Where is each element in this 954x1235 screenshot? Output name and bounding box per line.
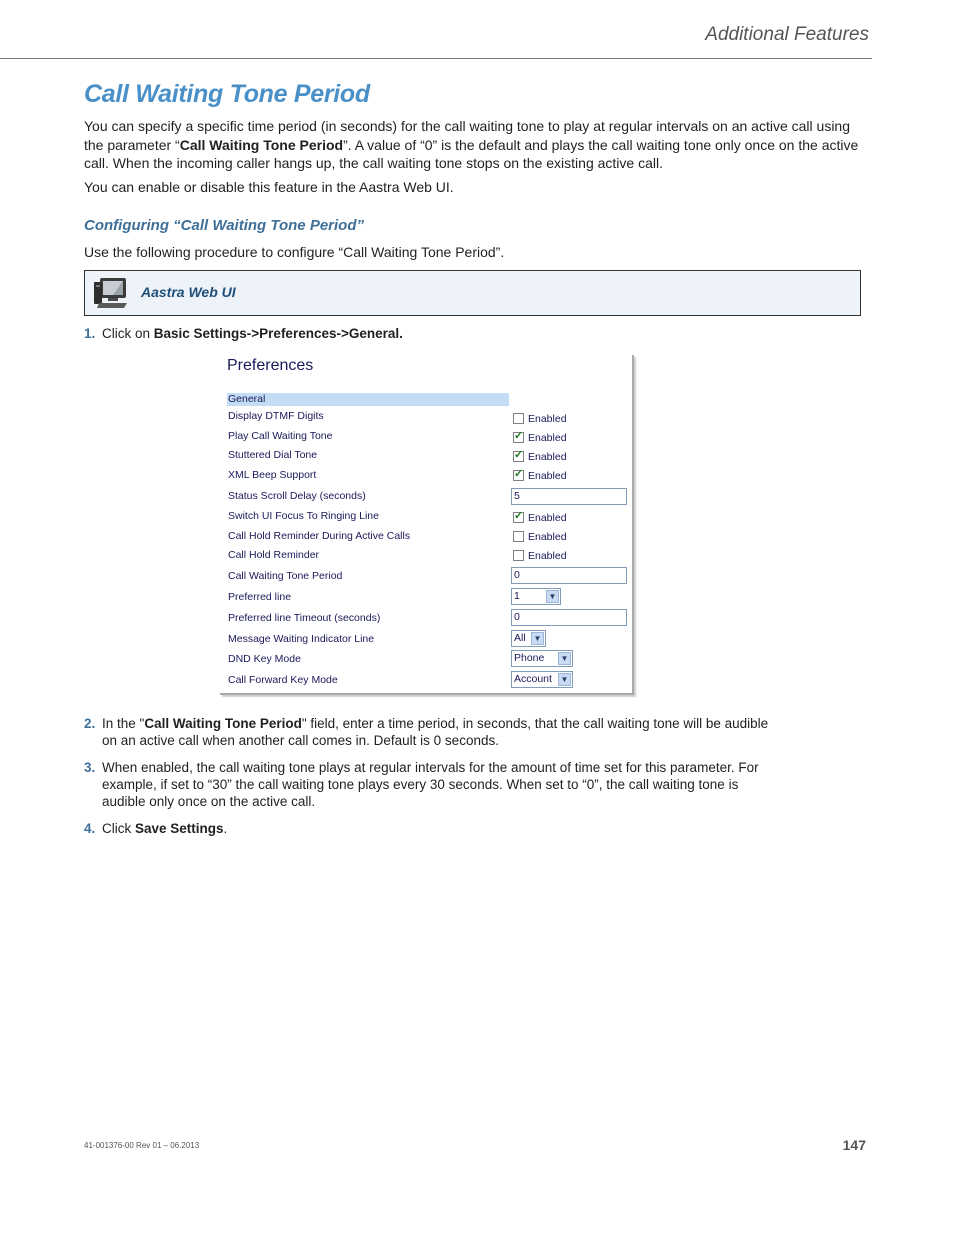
checkbox-label: Enabled — [528, 550, 567, 562]
display-dtmf-checkbox[interactable] — [513, 413, 524, 424]
checkbox-label: Enabled — [528, 451, 567, 463]
step-text: Click — [102, 821, 135, 836]
step-text: When enabled, the call waiting tone plays at regular intervals for the amount of time set for this parameter. For example, if set to “30” the call waiting tone plays every 30 seconds. When set to “0”, the call waiting tone is audible only once on the active call. — [102, 760, 759, 809]
xml-beep-checkbox[interactable] — [513, 470, 524, 481]
step-text: Click on — [102, 326, 154, 341]
label-preferred-line: Preferred line — [228, 591, 292, 603]
label-dnd-key-mode: DND Key Mode — [228, 653, 301, 665]
label-preferred-line-timeout: Preferred line Timeout (seconds) — [228, 612, 381, 624]
label-xml-beep-support: XML Beep Support — [228, 469, 317, 481]
checkbox-label: Enabled — [528, 512, 567, 524]
preferred-line-select[interactable] — [511, 588, 561, 605]
check-icon: ✓ — [514, 468, 524, 480]
check-icon: ✓ — [514, 449, 524, 461]
step-text-end: " field, enter a time period, in seconds, that the call waiting tone will be audible on an active call when another call comes in. Default is 0 seconds. — [102, 716, 769, 748]
switch-ui-focus-checkbox[interactable] — [513, 512, 524, 523]
preferred-line-timeout-input[interactable]: 0 — [511, 609, 627, 626]
intro-paragraph — [84, 117, 869, 173]
step-bold-text: Call Waiting Tone Period — [144, 716, 302, 731]
play-call-waiting-checkbox[interactable] — [513, 432, 524, 443]
chevron-down-icon[interactable]: ▼ — [558, 673, 571, 686]
dnd-key-mode-select[interactable] — [511, 650, 573, 667]
check-icon: ✓ — [514, 430, 524, 442]
select-value: 1 — [514, 590, 520, 602]
step-3 — [84, 759, 782, 810]
step-number: 2. — [84, 716, 96, 731]
call-waiting-tone-period-input[interactable]: 0 — [511, 567, 627, 584]
subheading: Configuring “Call Waiting Tone Period” — [84, 217, 364, 234]
chevron-down-icon[interactable]: ▼ — [546, 590, 559, 603]
call-forward-key-mode-select[interactable] — [511, 671, 573, 688]
intro-text-2: ”. A value of “0” is the default and plays the call waiting tone only once on the active call. When the incoming caller hangs up, the call waiting tone stops on the existing active call. — [84, 136, 859, 171]
mwi-line-select[interactable] — [511, 630, 546, 647]
page-title: Call Waiting Tone Period — [84, 80, 370, 108]
label-call-forward-key-mode: Call Forward Key Mode — [228, 674, 338, 686]
chevron-down-icon[interactable]: ▼ — [558, 652, 571, 665]
general-section-header: General — [227, 393, 509, 406]
running-header: Additional Features — [705, 24, 869, 45]
step-number: 3. — [84, 760, 96, 775]
step-text: In the " — [102, 716, 145, 731]
select-value: Account — [514, 673, 552, 685]
label-call-waiting-tone-period: Call Waiting Tone Period — [228, 570, 343, 582]
label-message-waiting-indicator-line: Message Waiting Indicator Line — [228, 633, 375, 645]
label-call-hold-reminder-active: Call Hold Reminder During Active Calls — [228, 530, 411, 542]
checkbox-label: Enabled — [528, 470, 567, 482]
web-ui-label: Aastra Web UI — [141, 284, 236, 300]
web-ui-callout — [84, 270, 861, 316]
label-call-hold-reminder: Call Hold Reminder — [228, 549, 320, 561]
checkbox-label: Enabled — [528, 432, 567, 444]
computer-icon — [91, 276, 131, 310]
call-hold-reminder-checkbox[interactable] — [513, 550, 524, 561]
preferences-title: Preferences — [227, 357, 314, 374]
checkbox-label: Enabled — [528, 413, 567, 425]
page-number: 147 — [842, 1137, 866, 1153]
document-code: 41-001376-00 Rev 01 – 06.2013 — [84, 1141, 200, 1150]
label-status-scroll-delay: Status Scroll Delay (seconds) — [228, 490, 366, 502]
stuttered-dial-tone-checkbox[interactable] — [513, 451, 524, 462]
chevron-down-icon[interactable]: ▼ — [531, 632, 544, 645]
label-play-call-waiting-tone: Play Call Waiting Tone — [228, 430, 333, 442]
label-switch-ui-focus: Switch UI Focus To Ringing Line — [228, 510, 379, 522]
step-4 — [84, 820, 782, 837]
step-2 — [84, 715, 782, 749]
check-icon: ✓ — [514, 510, 524, 522]
step-1 — [84, 325, 782, 342]
preferences-screenshot — [220, 355, 634, 695]
status-scroll-delay-input[interactable]: 5 — [511, 488, 627, 505]
procedure-intro: Use the following procedure to configure “Call Waiting Tone Period”. — [84, 244, 505, 260]
intro-paragraph-2: You can enable or disable this feature in the Aastra Web UI. — [84, 179, 454, 195]
step-number: 4. — [84, 821, 96, 836]
step-bold-text: Save Settings — [135, 821, 224, 836]
step-text-end: . — [223, 821, 228, 836]
select-value: All — [514, 632, 526, 644]
intro-text-1: You can specify a specific time period (in seconds) for the call waiting tone to play at regular intervals on an active call using the parameter “ — [84, 118, 851, 153]
call-hold-reminder-active-checkbox[interactable] — [513, 531, 524, 542]
select-value: Phone — [514, 652, 545, 664]
checkbox-label: Enabled — [528, 531, 567, 543]
intro-parameter: Call Waiting Tone Period — [179, 136, 344, 153]
step-number: 1. — [84, 326, 96, 341]
header-divider — [0, 58, 872, 59]
label-display-dtmf-digits: Display DTMF Digits — [228, 410, 324, 422]
step-bold-text: Basic Settings->Preferences->General. — [153, 326, 403, 341]
label-stuttered-dial-tone: Stuttered Dial Tone — [228, 449, 318, 461]
